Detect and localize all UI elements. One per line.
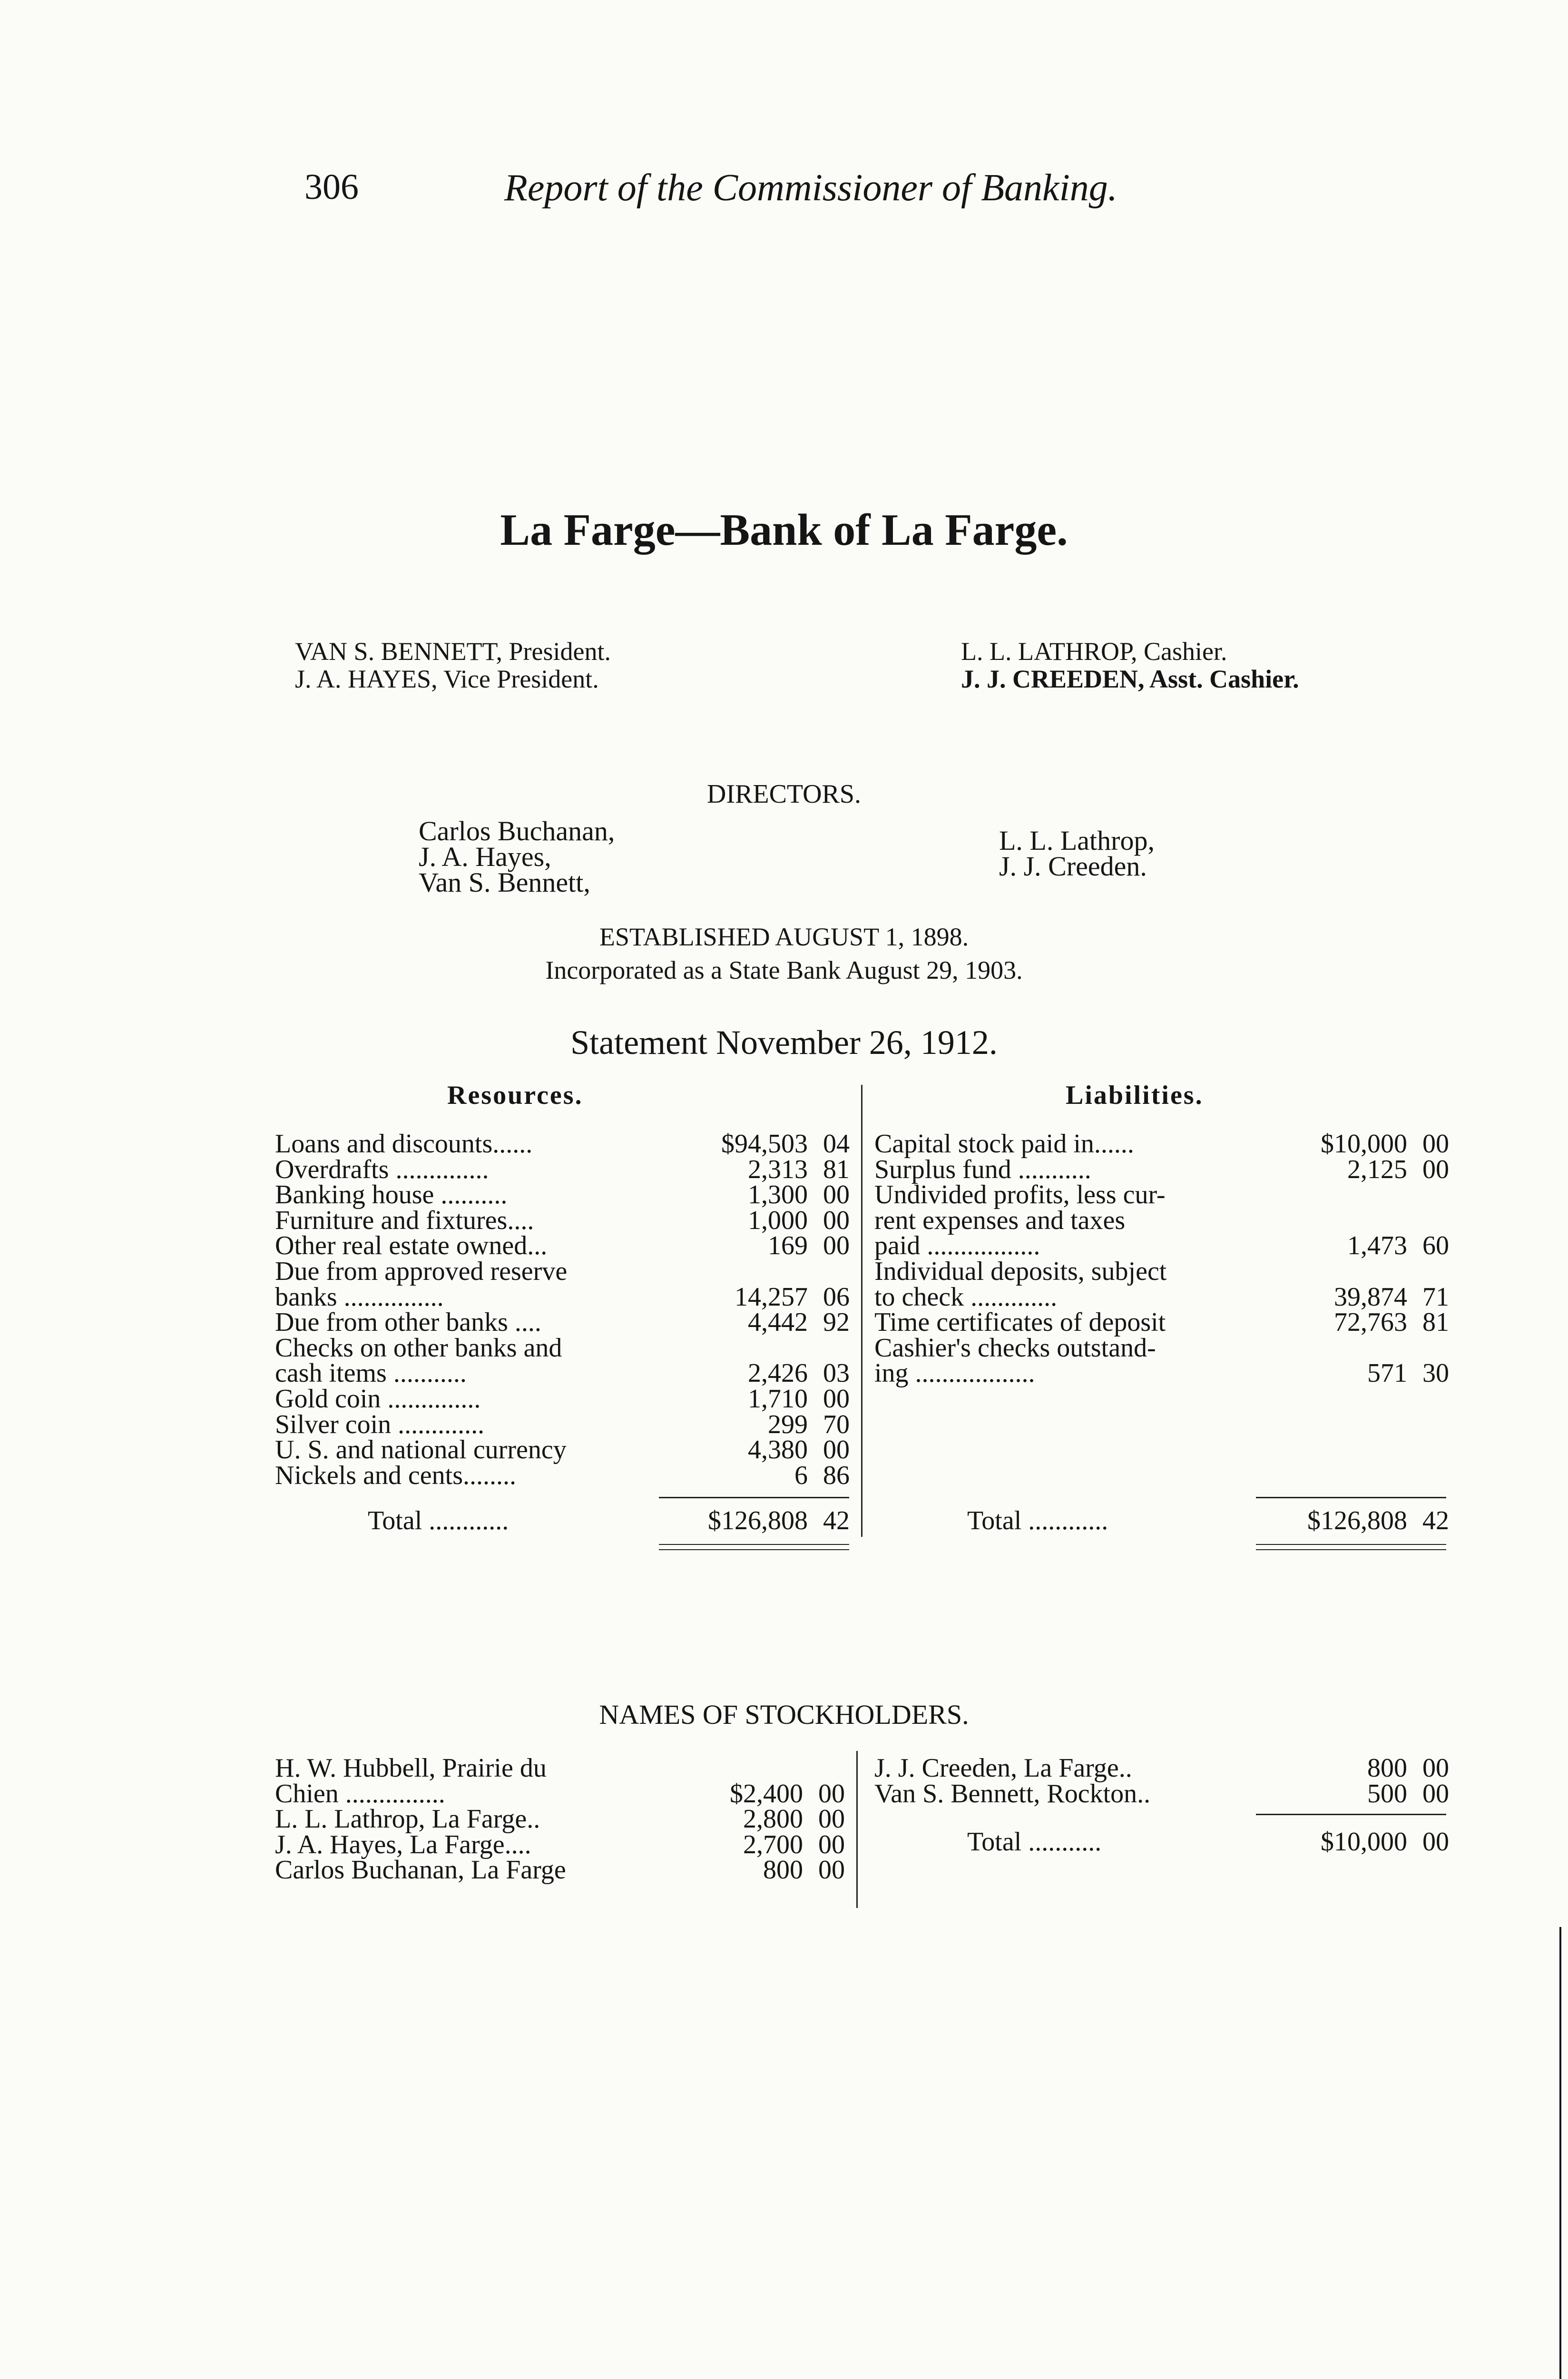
resources-table: [275, 1131, 855, 1488]
table-row: Overdrafts .............. 2,313 81: [275, 1154, 850, 1184]
table-row: Due from other banks .... 4,442 92: [275, 1307, 850, 1337]
column-divider: [856, 1751, 858, 1908]
director-name: L. L. Lathrop,: [999, 825, 1155, 856]
incorporated-line: Incorporated as a State Bank August 29, 1903.: [545, 956, 1023, 984]
liabilities-table: [874, 1131, 1455, 1386]
table-row: Gold coin .............. 1,710 00: [275, 1384, 850, 1414]
total-rule: [659, 1497, 849, 1498]
director-name: J. J. Creeden.: [999, 851, 1147, 882]
table-row: cash items ........... 2,426 03: [275, 1358, 850, 1388]
total-label: Total ............: [368, 1506, 509, 1535]
table-row: Due from approved reserve: [275, 1256, 568, 1286]
table-row: H. W. Hubbell, Prairie du: [275, 1753, 547, 1783]
table-row: Carlos Buchanan, La Farge 800 00: [275, 1855, 845, 1885]
table-row: rent expenses and taxes: [874, 1205, 1126, 1235]
stockholders-left: [275, 1753, 851, 1885]
table-row: banks ............... 14,257 06: [275, 1282, 850, 1312]
officers-left: [295, 638, 611, 693]
table-row: Undivided profits, less cur-: [874, 1180, 1166, 1210]
total-cents: 00: [1422, 1827, 1449, 1857]
table-row: Furniture and fixtures.... 1,000 00: [275, 1205, 850, 1235]
table-row: ing .................. 571 30: [874, 1358, 1449, 1388]
total-dollars: $126,808: [1307, 1506, 1407, 1535]
table-row: Loans and discounts...... $94,503 04: [275, 1129, 850, 1159]
table-row: Nickels and cents........ 6 86: [275, 1460, 850, 1490]
total-rule: [1256, 1497, 1446, 1498]
page-number: 306: [304, 167, 359, 207]
column-divider: [861, 1085, 862, 1537]
table-row: U. S. and national currency 4,380 00: [275, 1435, 850, 1465]
table-row: L. L. Lathrop, La Farge.. 2,800 00: [275, 1804, 845, 1834]
page-edge: [1559, 1927, 1561, 2379]
directors-left: [419, 816, 615, 898]
double-rule: [1256, 1549, 1446, 1550]
statement-title: Statement November 26, 1912.: [570, 1023, 998, 1062]
double-rule: [1256, 1544, 1446, 1545]
stockholders-heading: NAMES OF STOCKHOLDERS.: [599, 1699, 969, 1730]
total-label: Total ............: [967, 1506, 1108, 1535]
officer-president: VAN S. BENNETT, President.: [295, 637, 611, 666]
table-row: Chien ............... $2,400 00: [275, 1779, 845, 1809]
table-row: to check ............. 39,874 71: [874, 1282, 1449, 1312]
total-rule: [1256, 1814, 1446, 1815]
table-row: Other real estate owned... 169 00: [275, 1231, 850, 1261]
directors-heading: DIRECTORS.: [706, 779, 862, 809]
officer-vice-president: J. A. HAYES, Vice President.: [295, 665, 599, 693]
total-dollars: $126,808: [708, 1506, 808, 1535]
established-line: ESTABLISHED AUGUST 1, 1898.: [599, 923, 969, 951]
total-cents: 42: [823, 1506, 850, 1535]
table-row: Banking house .......... 1,300 00: [275, 1180, 850, 1210]
table-row: Capital stock paid in...... $10,000 00: [874, 1129, 1449, 1159]
table-row: J. A. Hayes, La Farge.... 2,700 00: [275, 1829, 845, 1859]
officer-asst-cashier: J. J. CREEDEN, Asst. Cashier.: [961, 665, 1299, 693]
table-row: Surplus fund ........... 2,125 00: [874, 1154, 1449, 1184]
table-row: Van S. Bennett, Rockton.. 500 00: [874, 1779, 1449, 1809]
double-rule: [659, 1549, 849, 1550]
liabilities-total-row: [874, 1508, 1455, 1534]
director-name: Van S. Bennett,: [419, 867, 590, 898]
table-row: Checks on other banks and: [275, 1333, 562, 1363]
stockholders-right: [874, 1753, 1455, 1809]
liabilities-heading: Liabilities.: [1066, 1081, 1204, 1110]
table-row: J. J. Creeden, La Farge.. 800 00: [874, 1753, 1449, 1783]
director-name: Carlos Buchanan,: [419, 816, 615, 846]
table-row: paid ................. 1,473 60: [874, 1231, 1449, 1261]
total-dollars: $10,000: [1321, 1827, 1407, 1857]
table-row: Individual deposits, subject: [874, 1256, 1167, 1286]
resources-heading: Resources.: [447, 1081, 583, 1110]
officer-cashier: L. L. LATHROP, Cashier.: [961, 637, 1227, 666]
table-row: Time certificates of deposit 72,763 81: [874, 1307, 1449, 1337]
officers-right: [961, 638, 1299, 693]
total-cents: 42: [1422, 1506, 1449, 1535]
double-rule: [659, 1544, 849, 1545]
stockholders-total-row: [874, 1829, 1455, 1855]
table-row: Silver coin ............. 299 70: [275, 1409, 850, 1439]
running-title: Report of the Commissioner of Banking.: [504, 167, 1117, 209]
bank-title: La Farge—Bank of La Farge.: [500, 505, 1068, 555]
table-row: Cashier's checks outstand-: [874, 1333, 1156, 1363]
resources-total-row: [275, 1508, 855, 1534]
total-label: Total ...........: [967, 1827, 1102, 1857]
directors-right: [999, 825, 1155, 882]
director-name: J. A. Hayes,: [419, 841, 551, 872]
